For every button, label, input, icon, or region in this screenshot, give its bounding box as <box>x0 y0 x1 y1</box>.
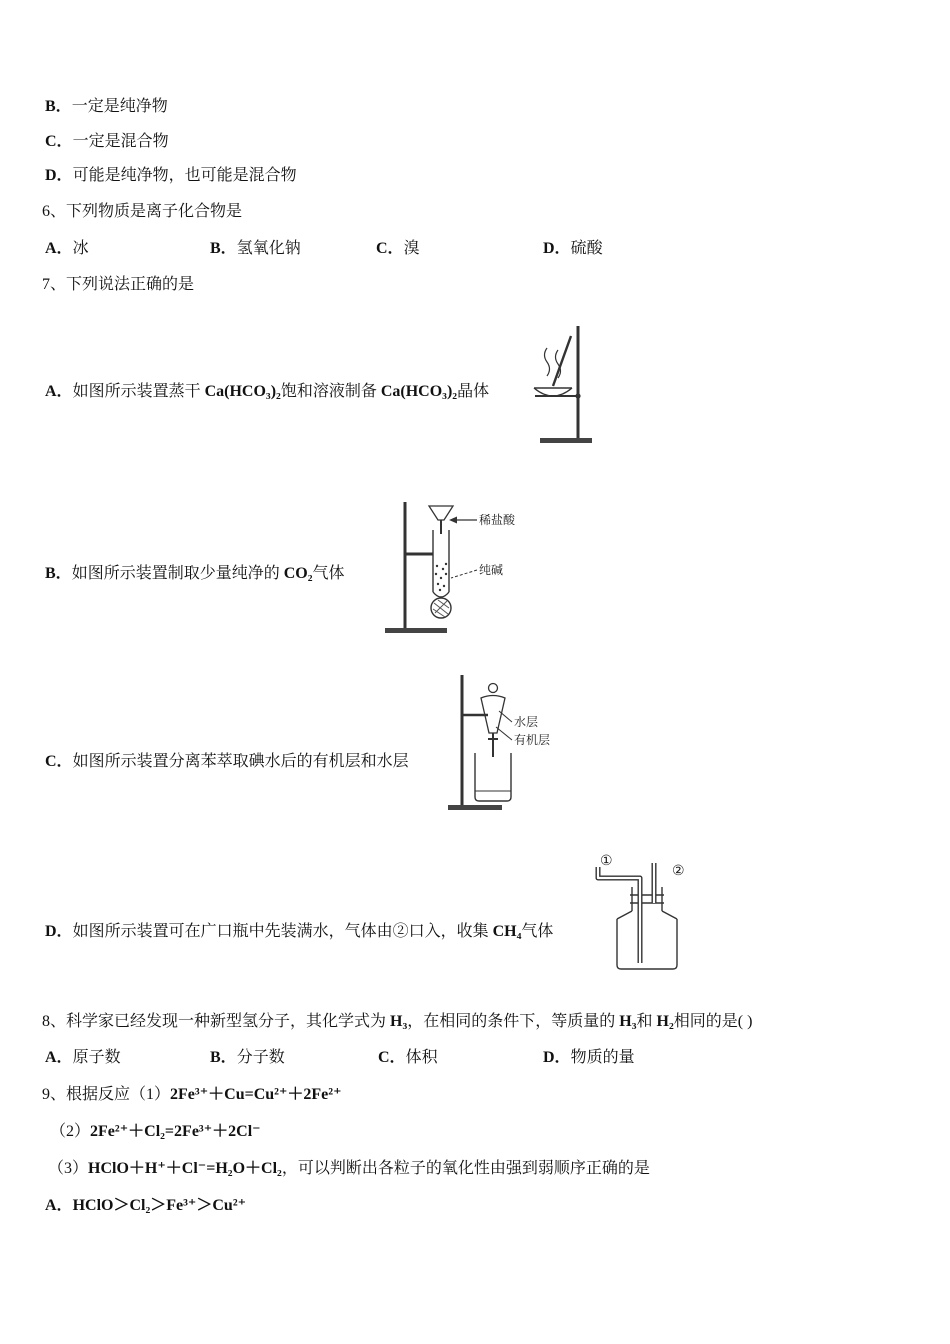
q8-stem: 8、科学家已经发现一种新型氢分子，其化学式为 H₃，在相同的条件下，等质量的 H₃和 H₂相同的是( ) <box>42 1013 753 1030</box>
bottle-diagram-svg <box>588 853 693 983</box>
q8-option-b: B．分子数 <box>210 1049 285 1066</box>
separation-diagram-svg <box>448 673 553 815</box>
water-layer-label: 水层 <box>514 715 539 729</box>
q9-stem: 9、根据反应（1）2Fe³⁺＋Cu=Cu²⁺＋2Fe²⁺ <box>42 1086 342 1103</box>
q6-option-a: A．冰 <box>45 240 89 257</box>
co2-diagram-svg <box>383 494 518 644</box>
q8-option-d: D．物质的量 <box>543 1049 635 1066</box>
evaporation-apparatus-diagram <box>520 322 600 448</box>
q7-option-d: D．如图所示装置可在广口瓶中先装满水，气体由②口入，收集 CH₄气体 <box>45 923 554 940</box>
separating-funnel-diagram <box>448 673 553 815</box>
q8-option-c: C．体积 <box>378 1049 438 1066</box>
q9-reaction-2: （2）2Fe²⁺＋Cl₂=2Fe³⁺＋2Cl⁻ <box>50 1123 261 1140</box>
q5-option-c: C．一定是混合物 <box>45 133 169 150</box>
evaporation-diagram-svg <box>520 322 600 448</box>
q7-stem: 7、下列说法正确的是 <box>42 276 195 293</box>
co2-generator-diagram <box>383 494 518 644</box>
port-1-label: ① <box>600 854 613 869</box>
q6-option-b: B．氢氧化钠 <box>210 240 301 257</box>
q6-stem: 6、下列物质是离子化合物是 <box>42 203 243 220</box>
gas-collection-bottle-diagram <box>588 853 693 983</box>
q8-option-a: A．原子数 <box>45 1049 121 1066</box>
q5-option-d: D．可能是纯净物，也可能是混合物 <box>45 167 297 184</box>
soda-ash-label: 纯碱 <box>479 563 504 577</box>
dilute-hcl-label: 稀盐酸 <box>479 513 516 527</box>
q7-option-a: A．如图所示装置蒸干 Ca(HCO₃)₂饱和溶液制备 Ca(HCO₃)₂晶体 <box>45 383 490 400</box>
q5-option-b: B．一定是纯净物 <box>45 98 168 115</box>
q9-option-a: A．HClO＞Cl₂＞Fe³⁺＞Cu²⁺ <box>45 1197 247 1214</box>
organic-layer-label: 有机层 <box>514 733 551 747</box>
q6-option-d: D．硫酸 <box>543 240 603 257</box>
port-2-label: ② <box>672 864 685 879</box>
q9-reaction-3: （3）HClO＋H⁺＋Cl⁻=H₂O＋Cl₂，可以判断出各粒子的氧化性由强到弱顺序正确的是 <box>48 1160 650 1177</box>
q7-option-b: B．如图所示装置制取少量纯净的 CO₂气体 <box>45 565 345 582</box>
q7-option-c: C．如图所示装置分离苯萃取碘水后的有机层和水层 <box>45 753 409 770</box>
q6-option-c: C．溴 <box>376 240 420 257</box>
